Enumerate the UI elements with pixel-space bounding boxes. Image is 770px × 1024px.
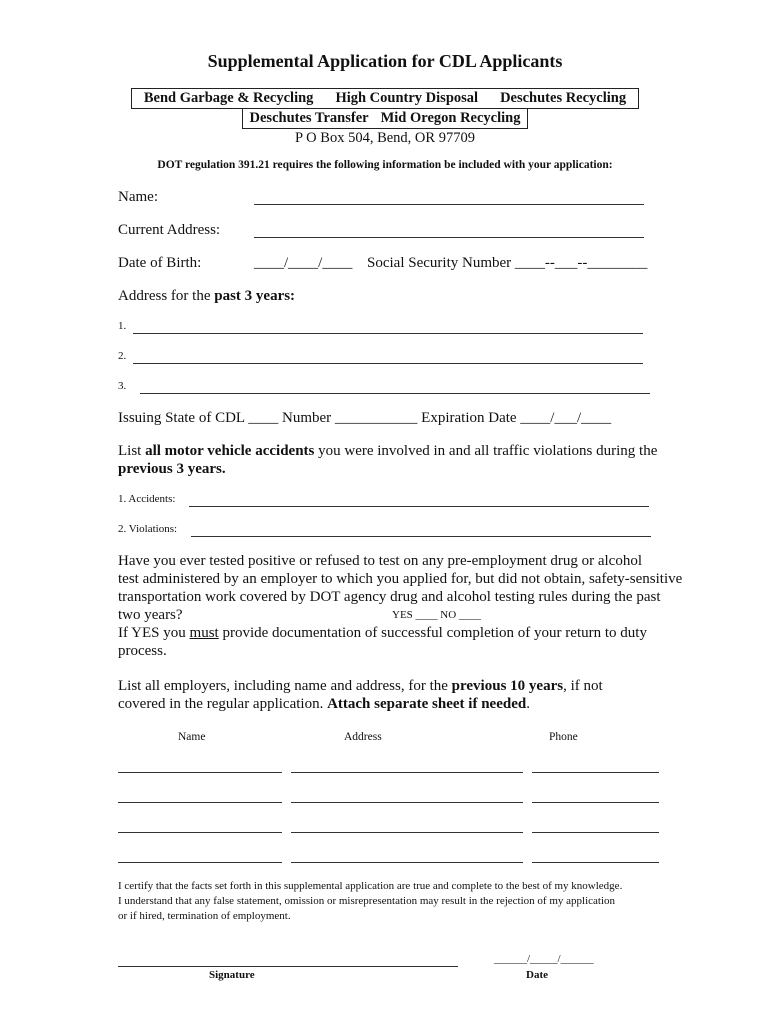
employer-name-field[interactable] bbox=[118, 832, 282, 833]
company-name: High Country Disposal bbox=[335, 90, 479, 106]
drug-test-question: transportation work covered by DOT agency drug and alcohol testing rules during the past bbox=[118, 589, 661, 605]
employer-phone-field[interactable] bbox=[532, 862, 659, 863]
certify-text: or if hired, termination of employment. bbox=[118, 910, 291, 922]
violations-field[interactable] bbox=[191, 536, 651, 537]
drug-test-note-text: If YES you bbox=[118, 625, 190, 641]
current-address-field[interactable] bbox=[254, 237, 644, 238]
company-row-2 bbox=[242, 109, 529, 129]
employers-intro-bold: Attach separate sheet if needed bbox=[327, 696, 527, 712]
accidents-intro bbox=[118, 442, 698, 478]
employers-intro-text: covered in the regular application. bbox=[118, 696, 328, 712]
violations-label: 2. Violations: bbox=[118, 523, 178, 535]
drug-test-question: two years? bbox=[118, 607, 183, 623]
name-label: Name: bbox=[118, 189, 158, 205]
employers-intro-text: , if not bbox=[563, 678, 603, 694]
certify-text: I understand that any false statement, omission or misrepresentation may result in the rejection of my application bbox=[118, 895, 616, 907]
accidents-label: 1. Accidents: bbox=[118, 493, 176, 505]
drug-test-note bbox=[118, 625, 647, 642]
employers-intro-text: . bbox=[526, 696, 530, 712]
accidents-intro-text: List bbox=[118, 443, 146, 459]
dob-field[interactable]: ____/____/____ bbox=[254, 255, 353, 271]
cdl-info-field[interactable]: Issuing State of CDL ____ Number ___________ Expiration Date ____/___/____ bbox=[118, 410, 612, 426]
accidents-intro-text: you were involved in and all traffic violations during the bbox=[314, 443, 658, 459]
company-address: P O Box 504, Bend, OR 97709 bbox=[295, 130, 475, 146]
column-header-name: Name bbox=[178, 731, 206, 743]
accidents-field[interactable] bbox=[189, 506, 649, 507]
drug-test-note: process. bbox=[118, 643, 167, 659]
accidents-intro-bold: previous 3 years. bbox=[118, 461, 226, 477]
employer-address-field[interactable] bbox=[291, 802, 523, 803]
employer-name-field[interactable] bbox=[118, 802, 282, 803]
ssn-field[interactable]: Social Security Number ____--___--________ bbox=[367, 255, 648, 271]
company-name: Bend Garbage & Recycling bbox=[143, 90, 314, 106]
drug-test-question: test administered by an employer to which you applied for, but did not obtain, safety-sensitive bbox=[118, 571, 683, 587]
employers-intro-bold: previous 10 years bbox=[451, 678, 564, 694]
address-2-number: 2. bbox=[118, 350, 127, 362]
company-name: Deschutes Recycling bbox=[500, 90, 627, 106]
employer-address-field[interactable] bbox=[291, 862, 523, 863]
certify-text: I certify that the facts set forth in this supplemental application are true and complete to the best of my knowledge. bbox=[118, 880, 623, 892]
past-address-label bbox=[118, 288, 295, 305]
company-header bbox=[0, 88, 770, 148]
signature-field[interactable] bbox=[118, 966, 458, 967]
column-header-address: Address bbox=[344, 731, 382, 743]
address-2-field[interactable] bbox=[133, 363, 643, 364]
date-label: Date bbox=[526, 969, 548, 981]
employers-intro-text: List all employers, including name and address, for the bbox=[118, 678, 452, 694]
address-1-number: 1. bbox=[118, 320, 127, 332]
drug-test-question: Have you ever tested positive or refused to test on any pre-employment drug or alcohol bbox=[118, 553, 643, 569]
employer-address-field[interactable] bbox=[291, 772, 523, 773]
employer-address-field[interactable] bbox=[291, 832, 523, 833]
drug-test-note-must: must bbox=[189, 625, 219, 641]
address-3-number: 3. bbox=[118, 380, 127, 392]
date-field[interactable]: ______/_____/______ bbox=[494, 953, 594, 965]
employer-phone-field[interactable] bbox=[532, 832, 659, 833]
employer-phone-field[interactable] bbox=[532, 772, 659, 773]
page-title: Supplemental Application for CDL Applicants bbox=[207, 51, 563, 71]
past-address-prefix: Address for the bbox=[118, 288, 215, 304]
past-address-bold: past 3 years: bbox=[214, 288, 296, 304]
yes-no-field[interactable]: YES ____ NO ____ bbox=[392, 609, 481, 621]
company-row-1 bbox=[131, 88, 639, 109]
company-name: Deschutes Transfer bbox=[249, 110, 369, 126]
drug-test-note-text: provide documentation of successful completion of your return to duty bbox=[218, 625, 647, 641]
company-name: Mid Oregon Recycling bbox=[380, 110, 521, 126]
dot-notice: DOT regulation 391.21 requires the following information be included with your application: bbox=[157, 159, 613, 171]
accidents-intro-bold: all motor vehicle accidents bbox=[145, 443, 315, 459]
current-address-label: Current Address: bbox=[118, 222, 221, 238]
name-field[interactable] bbox=[254, 204, 644, 205]
signature-label: Signature bbox=[209, 969, 255, 981]
address-1-field[interactable] bbox=[133, 333, 643, 334]
dob-label: Date of Birth: bbox=[118, 255, 202, 271]
column-header-phone: Phone bbox=[549, 731, 578, 743]
employers-intro bbox=[118, 696, 530, 713]
employer-name-field[interactable] bbox=[118, 862, 282, 863]
employers-intro bbox=[118, 678, 603, 695]
employer-name-field[interactable] bbox=[118, 772, 282, 773]
address-3-field[interactable] bbox=[140, 393, 650, 394]
employer-phone-field[interactable] bbox=[532, 802, 659, 803]
